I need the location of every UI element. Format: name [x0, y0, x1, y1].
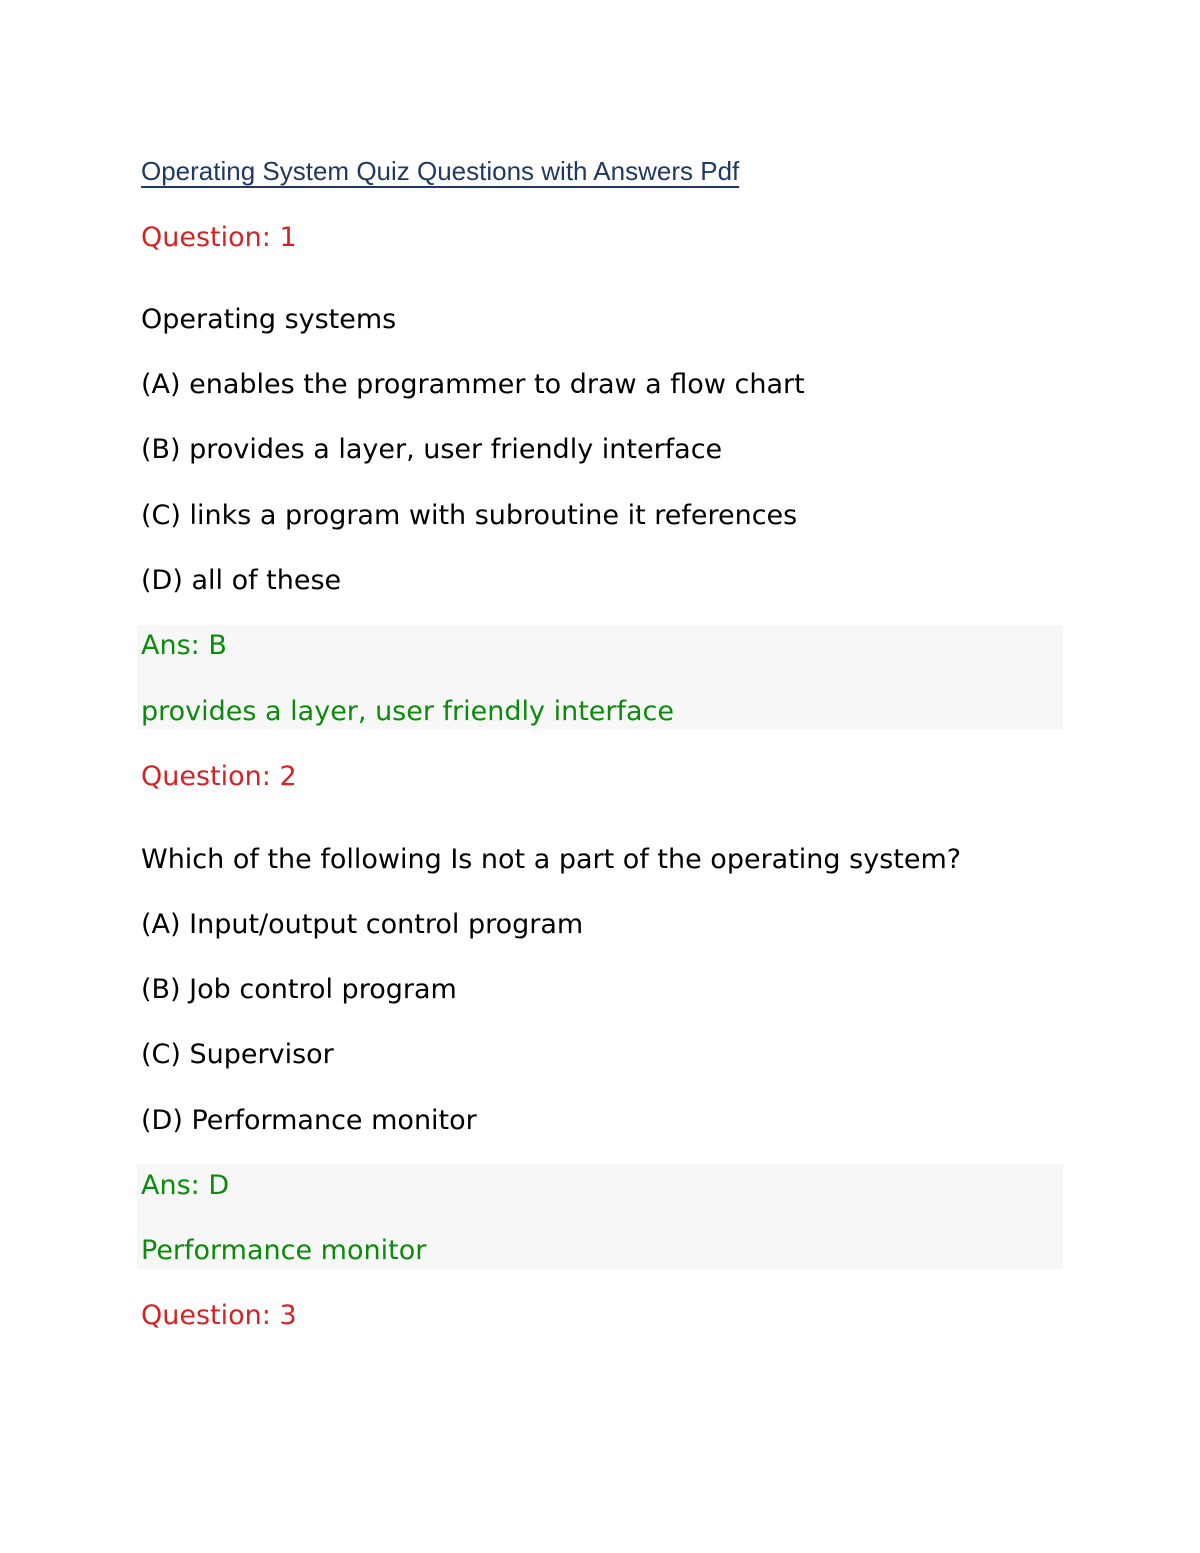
document-title[interactable]: Operating System Quiz Questions with Answers Pdf — [141, 156, 740, 186]
question-2-option-c: (C) Supervisor — [141, 1039, 334, 1070]
question-2-option-a: (A) Input/output control program — [141, 909, 584, 940]
question-1-label: Question: 1 — [141, 222, 297, 253]
question-1-prompt: Operating systems — [141, 304, 397, 335]
question-2-option-d: (D) Performance monitor — [141, 1105, 477, 1136]
question-2-prompt: Which of the following Is not a part of the operating system? — [141, 844, 962, 875]
question-1-answer: Ans: B — [141, 630, 227, 661]
question-1-option-b: (B) provides a layer, user friendly interface — [141, 434, 723, 465]
question-1-option-d: (D) all of these — [141, 565, 342, 596]
question-1-option-c: (C) links a program with subroutine it references — [141, 500, 798, 531]
question-1-option-a: (A) enables the programmer to draw a flow chart — [141, 369, 805, 400]
question-2-option-b: (B) Job control program — [141, 974, 457, 1005]
question-3-label: Question: 3 — [141, 1300, 297, 1331]
question-2-answer-text: Performance monitor — [141, 1235, 427, 1266]
question-2-label: Question: 2 — [141, 761, 297, 792]
question-1-answer-text: provides a layer, user friendly interface — [141, 696, 674, 727]
question-2-answer: Ans: D — [141, 1170, 230, 1201]
